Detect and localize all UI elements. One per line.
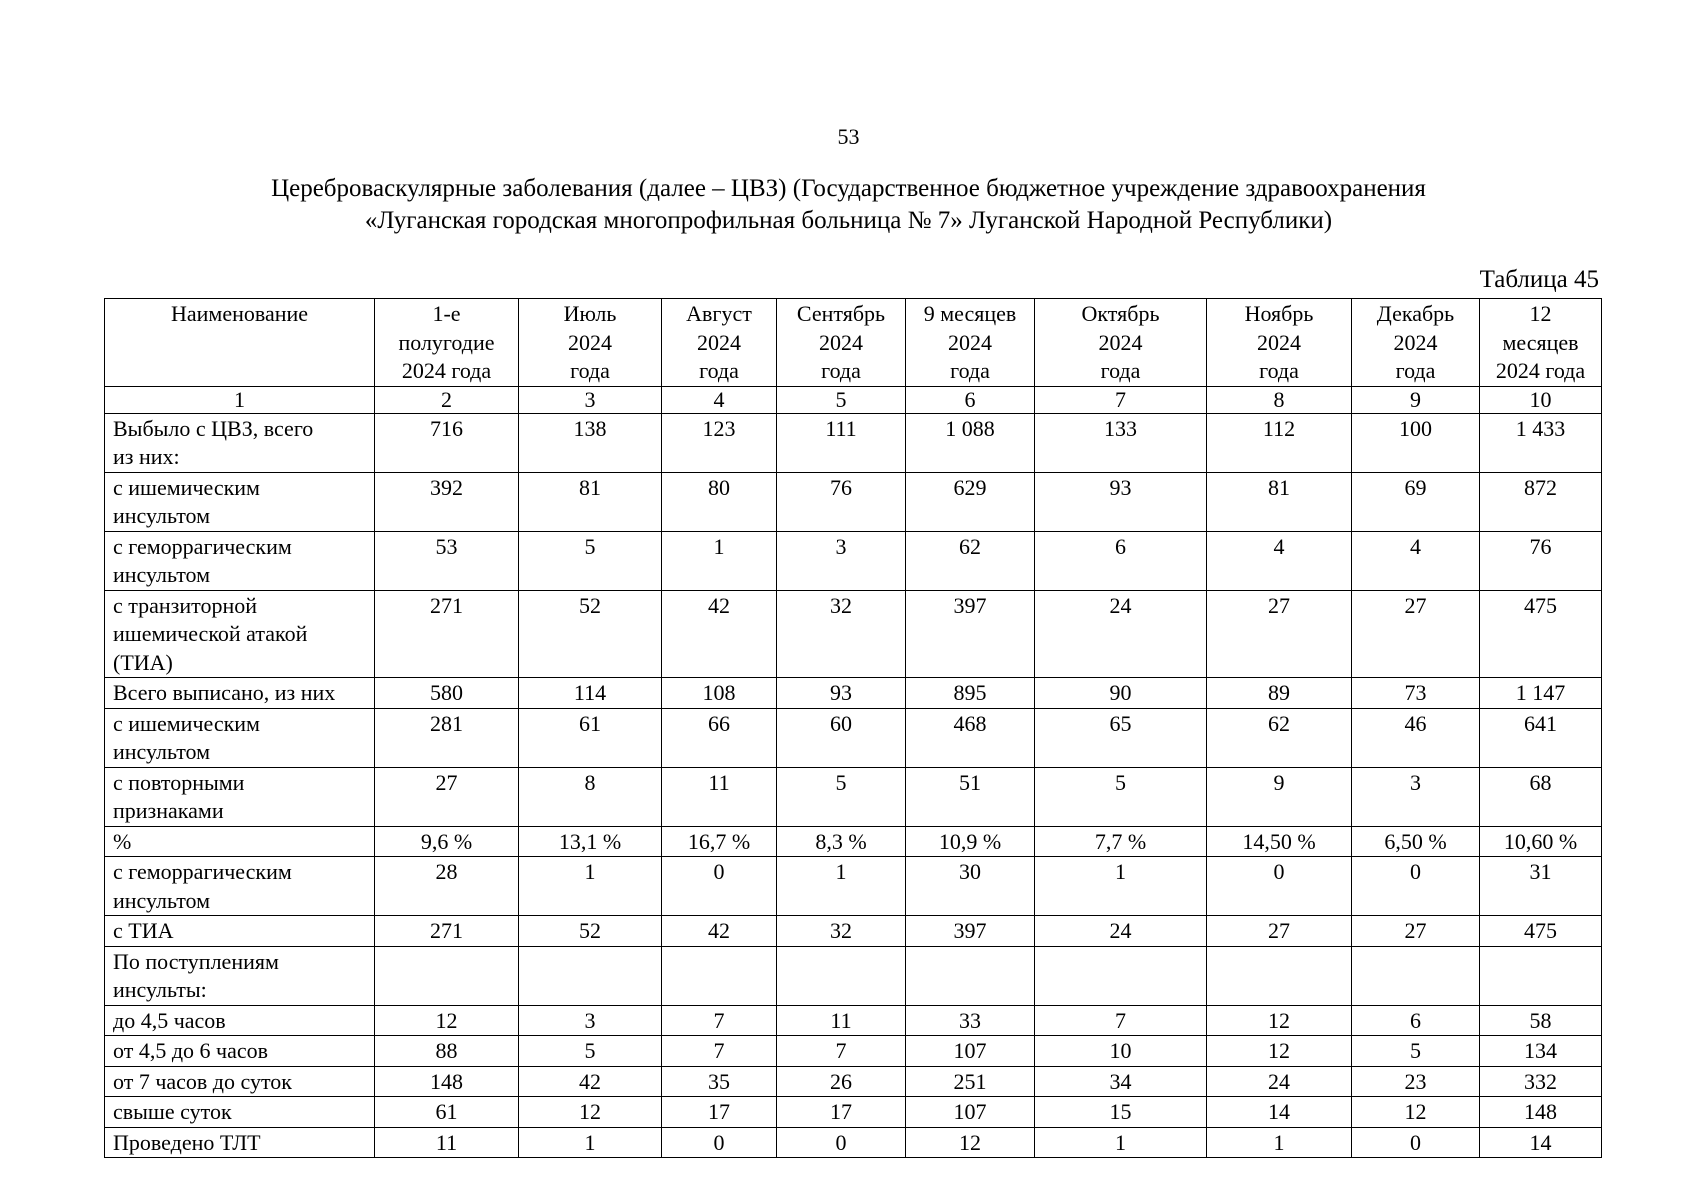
row-name-line: инсульты: — [113, 977, 207, 1002]
value-cell: 73 — [1352, 678, 1480, 709]
column-header-line: Ноябрь — [1244, 301, 1314, 326]
value-cell: 0 — [1352, 1127, 1480, 1158]
value-cell: 123 — [662, 413, 777, 472]
table-label: Таблица 45 — [1479, 266, 1599, 293]
value-cell: 68 — [1480, 767, 1602, 826]
row-name-cell — [105, 708, 375, 767]
value-cell: 0 — [662, 1127, 777, 1158]
value-cell: 60 — [777, 708, 906, 767]
value-cell: 27 — [375, 767, 519, 826]
column-index-cell: 1 — [105, 386, 375, 413]
value-cell: 5 — [777, 767, 906, 826]
row-name-line: до 4,5 часов — [113, 1007, 226, 1033]
row-name-cell — [105, 826, 375, 857]
value-cell: 27 — [1207, 590, 1352, 678]
value-cell: 1 — [1035, 1127, 1207, 1158]
value-cell: 1 — [1035, 857, 1207, 916]
row-name-cell — [105, 678, 375, 709]
document-title — [100, 173, 1597, 237]
value-cell: 53 — [375, 531, 519, 590]
column-header-line: 2024 — [1257, 329, 1301, 355]
column-header-line: Декабрь — [1376, 301, 1455, 326]
value-cell: 52 — [519, 916, 662, 947]
value-cell: 11 — [662, 767, 777, 826]
value-cell: 138 — [519, 413, 662, 472]
value-cell — [519, 946, 662, 1005]
row-name-cell — [105, 767, 375, 826]
column-header-line: Август — [686, 301, 752, 326]
column-index-cell: 9 — [1352, 386, 1480, 413]
value-cell: 27 — [1207, 916, 1352, 947]
value-cell: 32 — [777, 916, 906, 947]
value-cell: 271 — [375, 590, 519, 678]
table-row — [105, 826, 1602, 857]
value-cell: 134 — [1480, 1036, 1602, 1067]
column-index-cell: 2 — [375, 386, 519, 413]
row-name-line: ишемической атакой — [113, 621, 308, 646]
value-cell: 62 — [906, 531, 1035, 590]
value-cell: 112 — [1207, 413, 1352, 472]
value-cell: 17 — [777, 1097, 906, 1128]
table-row — [105, 1036, 1602, 1067]
column-index-row — [105, 386, 1602, 413]
table-row — [105, 946, 1602, 1005]
value-cell: 42 — [662, 590, 777, 678]
row-name-cell — [105, 946, 375, 1005]
table-row — [105, 1005, 1602, 1036]
value-cell: 5 — [519, 531, 662, 590]
value-cell: 0 — [662, 857, 777, 916]
value-cell: 26 — [777, 1066, 906, 1097]
value-cell: 580 — [375, 678, 519, 709]
value-cell: 7,7 % — [1035, 826, 1207, 857]
row-name-line: инсультом — [113, 887, 211, 913]
value-cell: 34 — [1035, 1066, 1207, 1097]
value-cell: 33 — [906, 1005, 1035, 1036]
row-name-cell — [105, 1005, 375, 1036]
statistics-table — [104, 298, 1602, 1158]
value-cell: 93 — [777, 678, 906, 709]
column-header — [375, 299, 519, 387]
value-cell: 52 — [519, 590, 662, 678]
row-name-line: инсультом — [113, 739, 211, 764]
column-index-cell: 6 — [906, 386, 1035, 413]
value-cell: 30 — [906, 857, 1035, 916]
column-header — [1480, 299, 1602, 387]
value-cell: 468 — [906, 708, 1035, 767]
column-header-line: 9 месяцев — [923, 301, 1017, 326]
value-cell: 10 — [1035, 1036, 1207, 1067]
value-cell: 6,50 % — [1352, 826, 1480, 857]
table-row — [105, 857, 1602, 916]
row-name-cell — [105, 1036, 375, 1067]
column-index-cell: 4 — [662, 386, 777, 413]
value-cell: 76 — [777, 472, 906, 531]
page-number: 53 — [837, 124, 860, 149]
value-cell: 81 — [519, 472, 662, 531]
value-cell: 12 — [375, 1005, 519, 1036]
value-cell: 1 — [519, 1127, 662, 1158]
value-cell — [1480, 946, 1602, 1005]
row-name-line: свыше суток — [113, 1099, 232, 1124]
value-cell: 7 — [1035, 1005, 1207, 1036]
value-cell: 9,6 % — [375, 826, 519, 857]
value-cell — [777, 946, 906, 1005]
row-name-cell — [105, 590, 375, 678]
column-header-line: Сентябрь — [796, 301, 886, 326]
row-name-line: признаками — [113, 798, 224, 823]
value-cell: 42 — [662, 916, 777, 947]
value-cell: 7 — [777, 1036, 906, 1067]
value-cell: 271 — [375, 916, 519, 947]
value-cell: 61 — [519, 708, 662, 767]
value-cell: 11 — [375, 1127, 519, 1158]
column-header-line: 2024 — [1098, 329, 1143, 355]
value-cell: 10,9 % — [906, 826, 1035, 857]
value-cell: 392 — [375, 472, 519, 531]
column-header — [1035, 299, 1207, 387]
row-name-cell — [105, 1097, 375, 1128]
column-header — [662, 299, 777, 387]
row-name-line: (ТИА) — [113, 649, 173, 675]
row-name-cell — [105, 413, 375, 472]
value-cell: 1 — [777, 857, 906, 916]
value-cell: 9 — [1207, 767, 1352, 826]
value-cell: 716 — [375, 413, 519, 472]
table-row — [105, 1097, 1602, 1128]
row-name-line: Проведено ТЛТ — [113, 1129, 261, 1155]
value-cell: 332 — [1480, 1066, 1602, 1097]
value-cell: 1 — [662, 531, 777, 590]
column-header-line: 2024 — [1393, 329, 1438, 355]
value-cell: 14 — [1207, 1097, 1352, 1128]
value-cell: 35 — [662, 1066, 777, 1097]
value-cell: 80 — [662, 472, 777, 531]
value-cell: 27 — [1352, 916, 1480, 947]
column-header-line: года — [950, 358, 990, 383]
column-index-cell: 10 — [1480, 386, 1602, 413]
value-cell: 397 — [906, 916, 1035, 947]
value-cell: 10,60 % — [1480, 826, 1602, 857]
value-cell: 475 — [1480, 590, 1602, 678]
value-cell: 51 — [906, 767, 1035, 826]
value-cell — [1352, 946, 1480, 1005]
value-cell: 8 — [519, 767, 662, 826]
table-row — [105, 1066, 1602, 1097]
value-cell: 23 — [1352, 1066, 1480, 1097]
value-cell: 3 — [1352, 767, 1480, 826]
value-cell: 475 — [1480, 916, 1602, 947]
value-cell — [906, 946, 1035, 1005]
value-cell: 12 — [1207, 1036, 1352, 1067]
value-cell: 148 — [1480, 1097, 1602, 1128]
value-cell: 28 — [375, 857, 519, 916]
header-row — [105, 299, 1602, 387]
value-cell: 46 — [1352, 708, 1480, 767]
column-header — [777, 299, 906, 387]
value-cell: 148 — [375, 1066, 519, 1097]
value-cell: 14,50 % — [1207, 826, 1352, 857]
value-cell: 5 — [1352, 1036, 1480, 1067]
column-header — [906, 299, 1035, 387]
value-cell: 12 — [906, 1127, 1035, 1158]
column-header-line: 2024 года — [1495, 358, 1586, 383]
table-row — [105, 472, 1602, 531]
value-cell — [1207, 946, 1352, 1005]
column-header-line: года — [1395, 358, 1436, 383]
value-cell: 69 — [1352, 472, 1480, 531]
column-header-line: года — [570, 358, 610, 383]
column-index-cell: 3 — [519, 386, 662, 413]
column-header-line: 2024 — [697, 329, 741, 355]
value-cell: 114 — [519, 678, 662, 709]
column-header-line: Октябрь — [1081, 301, 1160, 326]
column-header — [1352, 299, 1480, 387]
column-header-line: года — [699, 358, 739, 383]
row-name-cell — [105, 857, 375, 916]
row-name-line: Всего выписано, из них — [113, 680, 336, 705]
value-cell: 641 — [1480, 708, 1602, 767]
row-name-line: Выбыло с ЦВЗ, всего — [113, 415, 314, 441]
value-cell: 12 — [1207, 1005, 1352, 1036]
row-name-cell — [105, 472, 375, 531]
column-header-line: года — [1259, 358, 1299, 383]
value-cell: 5 — [519, 1036, 662, 1067]
value-cell: 629 — [906, 472, 1035, 531]
row-name-line: с повторными — [113, 769, 245, 795]
column-header-line: года — [821, 358, 861, 383]
row-name-line: с геморрагическим — [113, 859, 292, 884]
value-cell: 24 — [1035, 916, 1207, 947]
column-header-line: 1-е — [432, 301, 461, 326]
value-cell: 17 — [662, 1097, 777, 1128]
value-cell: 13,1 % — [519, 826, 662, 857]
value-cell: 107 — [906, 1097, 1035, 1128]
column-header-line: Наименование — [170, 301, 309, 326]
value-cell: 32 — [777, 590, 906, 678]
value-cell: 872 — [1480, 472, 1602, 531]
value-cell: 12 — [1352, 1097, 1480, 1128]
table-row — [105, 531, 1602, 590]
value-cell: 90 — [1035, 678, 1207, 709]
value-cell — [1035, 946, 1207, 1005]
value-cell: 24 — [1035, 590, 1207, 678]
value-cell: 251 — [906, 1066, 1035, 1097]
value-cell: 895 — [906, 678, 1035, 709]
value-cell: 108 — [662, 678, 777, 709]
value-cell: 15 — [1035, 1097, 1207, 1128]
row-name-cell — [105, 916, 375, 947]
column-header-line: Июль — [563, 301, 617, 326]
value-cell: 65 — [1035, 708, 1207, 767]
value-cell: 66 — [662, 708, 777, 767]
column-header-line: 2024 — [568, 329, 612, 355]
column-header-line: 12 — [1529, 301, 1552, 326]
column-header-line: полугодие — [398, 329, 495, 355]
column-header-line: 2024 года — [401, 358, 492, 383]
value-cell: 3 — [519, 1005, 662, 1036]
table-row — [105, 708, 1602, 767]
row-name-line: с ТИА — [113, 918, 174, 943]
column-header-line: года — [1100, 358, 1141, 383]
row-name-line: с транзиторной — [113, 592, 258, 618]
table-row — [105, 767, 1602, 826]
value-cell: 89 — [1207, 678, 1352, 709]
table-row — [105, 678, 1602, 709]
column-header — [1207, 299, 1352, 387]
value-cell: 93 — [1035, 472, 1207, 531]
value-cell — [375, 946, 519, 1005]
row-name-line: По поступлениям — [113, 948, 279, 974]
row-name-line: % — [113, 828, 132, 854]
value-cell: 7 — [662, 1036, 777, 1067]
value-cell: 88 — [375, 1036, 519, 1067]
value-cell: 1 147 — [1480, 678, 1602, 709]
value-cell: 76 — [1480, 531, 1602, 590]
value-cell: 6 — [1035, 531, 1207, 590]
table-row — [105, 1127, 1602, 1158]
table-row — [105, 590, 1602, 678]
column-header-line: 2024 — [948, 329, 992, 355]
column-header — [105, 299, 375, 387]
value-cell: 281 — [375, 708, 519, 767]
value-cell: 1 088 — [906, 413, 1035, 472]
value-cell: 0 — [777, 1127, 906, 1158]
value-cell: 100 — [1352, 413, 1480, 472]
column-header-line: 2024 — [819, 329, 863, 355]
table-row — [105, 916, 1602, 947]
column-index-cell: 7 — [1035, 386, 1207, 413]
value-cell — [662, 946, 777, 1005]
value-cell: 62 — [1207, 708, 1352, 767]
value-cell: 8,3 % — [777, 826, 906, 857]
value-cell: 31 — [1480, 857, 1602, 916]
value-cell: 133 — [1035, 413, 1207, 472]
value-cell: 6 — [1352, 1005, 1480, 1036]
value-cell: 107 — [906, 1036, 1035, 1067]
value-cell: 14 — [1480, 1127, 1602, 1158]
row-name-line: с геморрагическим — [113, 533, 292, 559]
value-cell: 12 — [519, 1097, 662, 1128]
row-name-line: из них: — [113, 444, 180, 469]
row-name-line: с ишемическим — [113, 474, 260, 500]
value-cell: 111 — [777, 413, 906, 472]
column-index-cell: 8 — [1207, 386, 1352, 413]
row-name-cell — [105, 1066, 375, 1097]
row-name-cell — [105, 1127, 375, 1158]
table-row — [105, 413, 1602, 472]
row-name-cell — [105, 531, 375, 590]
value-cell: 4 — [1352, 531, 1480, 590]
value-cell: 58 — [1480, 1005, 1602, 1036]
value-cell: 61 — [375, 1097, 519, 1128]
value-cell: 4 — [1207, 531, 1352, 590]
column-index-cell: 5 — [777, 386, 906, 413]
value-cell: 81 — [1207, 472, 1352, 531]
value-cell: 0 — [1352, 857, 1480, 916]
value-cell: 16,7 % — [662, 826, 777, 857]
value-cell: 7 — [662, 1005, 777, 1036]
column-header — [519, 299, 662, 387]
value-cell: 27 — [1352, 590, 1480, 678]
row-name-line: с ишемическим — [113, 710, 260, 736]
row-name-line: инсультом — [113, 503, 211, 528]
value-cell: 0 — [1207, 857, 1352, 916]
row-name-line: от 7 часов до суток — [113, 1068, 292, 1094]
column-header-line: месяцев — [1502, 329, 1579, 355]
value-cell: 24 — [1207, 1066, 1352, 1097]
value-cell: 3 — [777, 531, 906, 590]
value-cell: 42 — [519, 1066, 662, 1097]
value-cell: 1 — [1207, 1127, 1352, 1158]
value-cell: 1 — [519, 857, 662, 916]
value-cell: 397 — [906, 590, 1035, 678]
row-name-line: инсультом — [113, 562, 211, 587]
title-line-2: «Луганская городская многопрофильная больница № 7» Луганской Народной Республики) — [364, 207, 1333, 234]
value-cell: 11 — [777, 1005, 906, 1036]
title-line-1: Цереброваскулярные заболевания (далее – ЦВЗ) (Государственное бюджетное учреждение здравоохранения — [271, 175, 1426, 202]
value-cell: 1 433 — [1480, 413, 1602, 472]
row-name-line: от 4,5 до 6 часов — [113, 1038, 268, 1063]
value-cell: 5 — [1035, 767, 1207, 826]
